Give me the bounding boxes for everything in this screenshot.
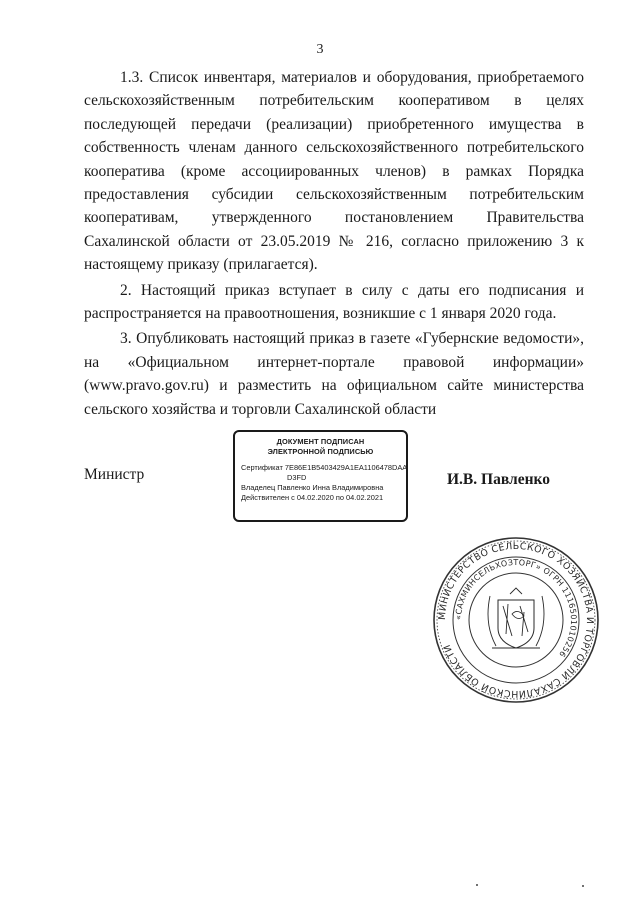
coat-of-arms-icon <box>488 588 544 648</box>
paragraph-1-3: 1.3. Список инвентаря, материалов и оборудования, приобретаемого сельскохозяйственным потребительским кооперативом в целях последующей передачи (реализации) приобретенного имущества в собственность членам данного сельскохозяйственного потребительского кооператива (кроме ассоциированных членов) в рамках Порядка предоставления субсидии сельскохозяйственным потребительским кооперативам, утвержденного постановлением Правительства Сахалинской области от 23.05.2019 № 216, согласно приложению 3 к настоящему приказу (прилагается). <box>84 69 584 274</box>
signer-name: И.В. Павленко <box>447 471 550 488</box>
seal-inner-text: «САХМИНСЕЛЬХОЗТОРГ» ОГРН 1116501010256 <box>453 557 579 659</box>
seal-middle-ring <box>453 557 579 683</box>
seal-inner-ring <box>469 573 563 667</box>
electronic-signature-stamp <box>233 430 408 522</box>
signer-title: Министр <box>84 466 145 483</box>
esign-heading-line2: ЭЛЕКТРОННОЙ ПОДПИСЬЮ <box>267 447 374 456</box>
esign-certificate: Сертификат 7E86E1B5403429A1EA1106478DAA <box>241 463 408 472</box>
esign-valid: Действителен с 04.02.2020 по 04.02.2021 <box>241 493 384 502</box>
scan-speck <box>582 885 584 887</box>
esign-heading-line1: ДОКУМЕНТ ПОДПИСАН <box>276 437 365 446</box>
document-body <box>84 66 584 423</box>
paragraph-3: 3. Опубликовать настоящий приказ в газете «Губернские ведомости», на «Официальном интернет-портале правовой информации» (www.pravo.gov.ru) и разместить на официальном сайте министерства сельского хозяйства и торговли Сахалинской области <box>84 330 584 418</box>
scan-speck <box>476 884 478 886</box>
page-number: 3 <box>316 42 324 57</box>
seal-outer-text: МИНИСТЕРСТВО СЕЛЬСКОГО ХОЗЯЙСТВА И ТОРГОВЛИ САХАЛИНСКОЙ ОБЛАСТИ <box>436 540 596 700</box>
paragraph-2: 2. Настоящий приказ вступает в силу с даты его подписания и распространяется на правоотношения, возникшие с 1 января 2020 года. <box>84 281 584 323</box>
esign-owner: Владелец Павленко Инна Владимировна <box>241 483 384 492</box>
esign-certificate-cont: D3FD <box>287 473 307 482</box>
official-seal <box>432 536 600 704</box>
